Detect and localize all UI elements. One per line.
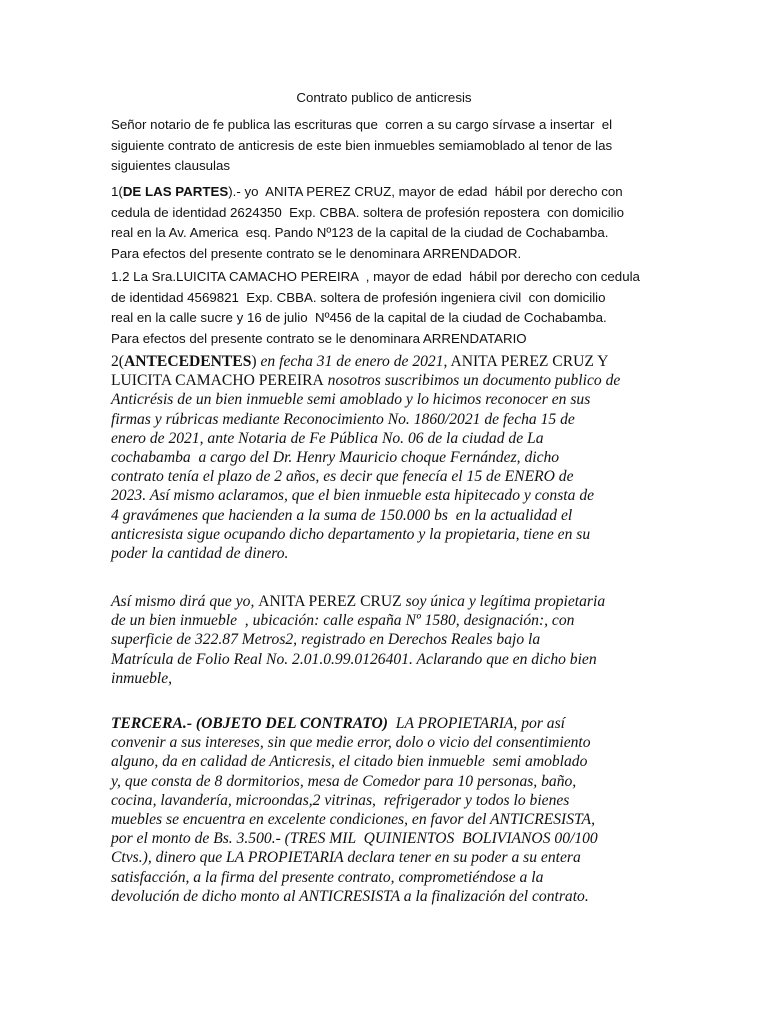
- clause-parties-line: real en la Av. America esq. Pando Nº123 de la capital de la ciudad de Cochabamba.: [111, 225, 609, 241]
- clause-heading: ANTECEDENTES: [124, 353, 252, 370]
- clause-parties-2: [111, 267, 657, 349]
- background-line: poder la cantidad de dinero.: [111, 545, 289, 563]
- clause-third-line-1: [111, 714, 657, 733]
- clause-third-line: convenir a sus intereses, sin que medie error, dolo o vicio del consentimiento: [111, 734, 591, 752]
- clause-parties-line-1: [111, 182, 657, 203]
- clause-number: 1(: [111, 184, 123, 199]
- ownership-line: de un bien inmueble , ubicación: calle españa Nº 1580, designación:, con: [111, 612, 575, 630]
- clause-heading: TERCERA.- (OBJETO DEL CONTRATO): [111, 715, 388, 732]
- background-line: enero de 2021, ante Notaria de Fe Pública No. 06 de la ciudad de La: [111, 429, 544, 447]
- ownership-line: superficie de 322.87 Metros2, registrado en Derechos Reales bajo la: [111, 631, 541, 649]
- clause-heading: DE LAS PARTES: [122, 184, 229, 199]
- background-line: contrato tenía el plazo de 2 años, es decir que fenecía el 15 de ENERO de: [111, 468, 574, 486]
- background-line: anticresista sigue ocupando dicho departamento y la propietaria, tiene en su: [111, 525, 591, 543]
- ownership-line: Matrícula de Folio Real No. 2.01.0.99.0126401. Aclarando que en dicho bien: [111, 650, 597, 668]
- ownership-line: inmueble,: [111, 669, 173, 687]
- background-line: Anticrésis de un bien inmueble semi amoblado y lo hicimos reconocer en sus: [111, 391, 591, 409]
- background-line-1: [111, 352, 657, 371]
- ownership-text: soy única y legítima propietaria: [401, 593, 606, 610]
- background-line: cochabamba a cargo del Dr. Henry Mauricio choque Fernández, dicho: [111, 449, 560, 467]
- clause-third-line: devolución de dicho monto al ANTICRESISTA a la finalización del contrato.: [111, 887, 589, 905]
- clause-third-line: y, que consta de 8 dormitorios, mesa de Comedor para 10 personas, baño,: [111, 772, 577, 790]
- clause-paren: ): [251, 353, 257, 370]
- clause-parties-line: Para efectos del presente contrato se le denominara ARRENDADOR.: [111, 245, 522, 261]
- clause-third-line: por el monto de Bs. 3.500.- (TRES MIL QUINIENTOS BOLIVIANOS 00/100: [111, 830, 598, 848]
- background-line: 4 gravámenes que hacienden a la suma de 150.000 bs en la actualidad el: [111, 506, 573, 524]
- clause-text: LA PROPIETARIA, por así: [387, 715, 565, 732]
- clause-background: [111, 352, 657, 563]
- clause-parties-2-line: de identidad 4569821 Exp. CBBA. soltera de profesión ingeniera civil con domicilio: [111, 289, 606, 305]
- clause-third-line: cocina, lavandería, microondas,2 vitrinas, refrigerador y todos lo bienes: [111, 791, 570, 809]
- clause-third-line: alguno, da en calidad de Anticresis, el citado bien inmueble semi amoblado: [111, 753, 588, 771]
- clause-third: [111, 714, 657, 906]
- background-names: , ANITA PEREZ CRUZ Y: [443, 353, 609, 370]
- clause-parties-2-line: real en la calle sucre y 16 de julio Nº456 de la capital de la ciudad de Cochabamba.: [111, 310, 607, 326]
- background-name: LUICITA CAMACHO PEREIRA: [111, 372, 324, 390]
- clause-parties-2-line: 1.2 La Sra.LUICITA CAMACHO PEREIRA , mayor de edad hábil por derecho con cedula: [111, 269, 640, 284]
- background-line-2: [111, 371, 657, 390]
- clause-text: ).- yo ANITA PEREZ CRUZ, mayor de edad hábil por derecho con: [228, 184, 623, 199]
- ownership-paragraph: [111, 592, 657, 688]
- owner-name: ANITA PEREZ CRUZ: [258, 593, 402, 610]
- intro-line: siguiente contrato de anticresis de este bien inmuebles semiamoblado al tenor de las: [111, 137, 613, 153]
- ownership-line-1: [111, 592, 657, 611]
- intro-line: Señor notario de fe publica las escrituras que corren a su cargo sírvase a insertar el: [111, 117, 613, 132]
- clause-parties: [111, 182, 657, 264]
- ownership-text: Así mismo dirá que yo,: [111, 593, 259, 610]
- intro-paragraph: [111, 115, 657, 177]
- document-title: Contrato publico de anticresis: [296, 90, 472, 105]
- clause-third-line: satisfacción, a la firma del presente contrato, comprometiéndose a la: [111, 868, 544, 886]
- clause-parties-line: cedula de identidad 2624350 Exp. CBBA. soltera de profesión repostera con domicilio: [111, 204, 624, 220]
- intro-line: siguientes clausulas: [111, 158, 231, 174]
- clause-parties-2-line: Para efectos del presente contrato se le denominara ARRENDATARIO: [111, 330, 527, 346]
- background-text: nosotros suscribimos un documento publico de: [323, 372, 621, 390]
- clause-third-line: Ctvs.), dinero que LA PROPIETARIA declara tener en su poder a su entera: [111, 849, 581, 867]
- background-line: firmas y rúbricas mediante Reconocimiento No. 1860/2021 de fecha 15 de: [111, 410, 575, 428]
- clause-third-line: muebles se encuentra en excelente condiciones, en favor del ANTICRESISTA,: [111, 811, 595, 829]
- background-date: en fecha 31 de enero de 2021: [256, 353, 444, 370]
- background-line: 2023. Así mismo aclaramos, que el bien inmueble esta hipitecado y consta de: [111, 487, 595, 505]
- clause-number: 2(: [111, 353, 124, 370]
